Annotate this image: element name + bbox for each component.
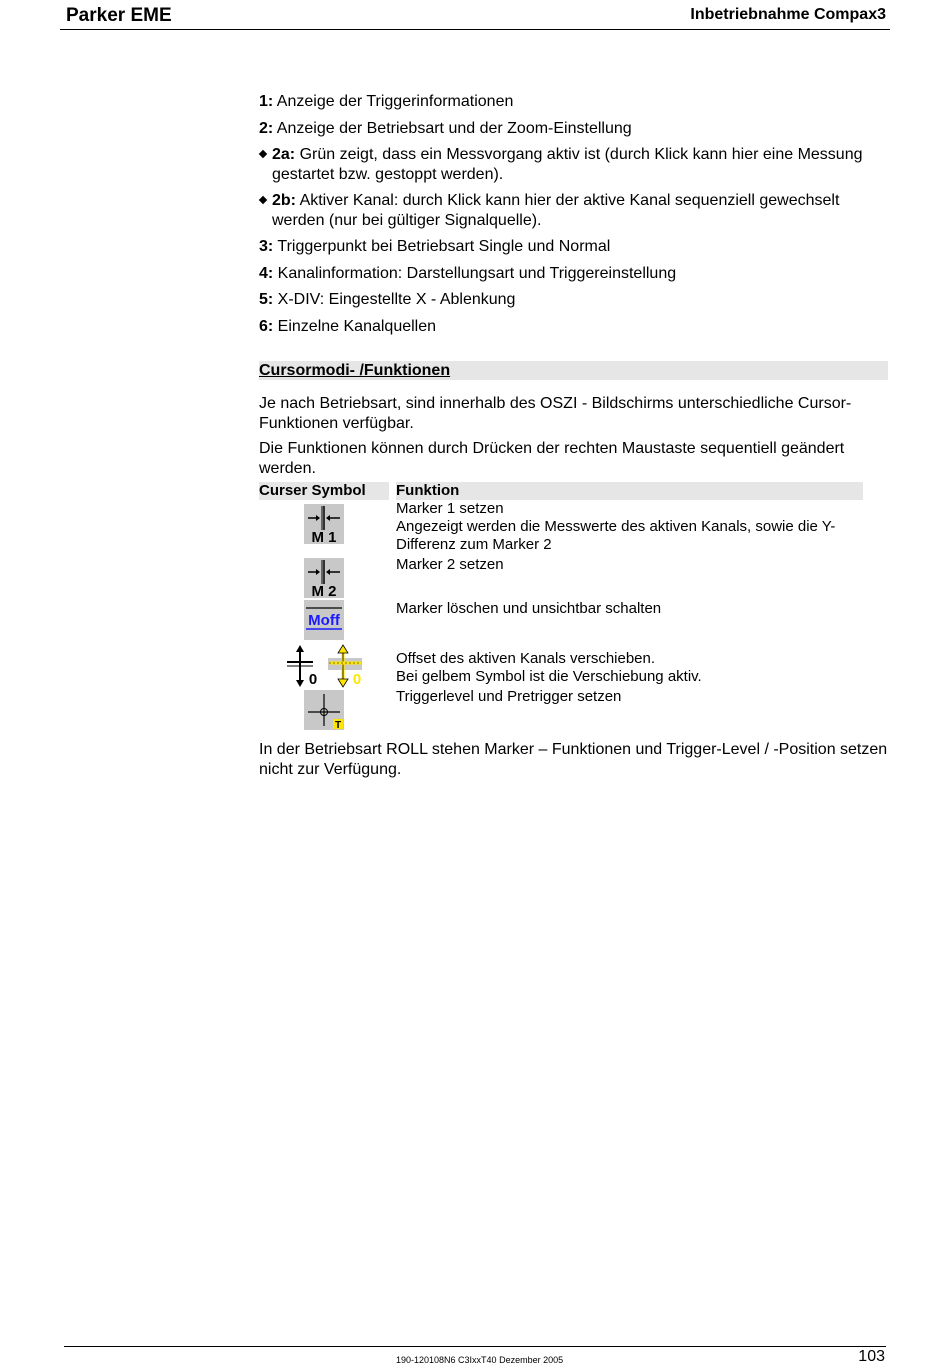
list-item-5: 5: X-DIV: Eingestellte X - Ablenkung	[259, 291, 516, 308]
marker-1-label: M 1	[311, 528, 337, 544]
table-row	[259, 600, 865, 644]
function-text: Bei gelbem Symbol ist die Verschiebung aktiv.	[396, 667, 702, 685]
marker-off-label: Moff	[308, 611, 340, 629]
table-row	[259, 500, 865, 556]
function-text: Marker löschen und unsichtbar schalten	[396, 599, 662, 617]
marker-off-icon	[304, 600, 344, 640]
list-item-1: 1: Anzeige der Triggerinformationen	[259, 93, 514, 110]
trigger-icon	[304, 690, 344, 730]
footer-document-code: 190-120108N6 C3IxxT40 Dezember 2005	[396, 1355, 564, 1365]
header-document-title: Inbetriebnahme Compax3	[690, 6, 886, 23]
offset-active-label: 0	[352, 670, 362, 688]
function-text: Marker 2 setzen	[396, 555, 504, 573]
bullet-item-2a: 2a: Grün zeigt, dass ein Messvorgang aktiv ist (durch Klick kann hier eine Messung gestartet bzw. gestoppt werden).	[259, 145, 889, 185]
table-row	[259, 556, 865, 600]
header-company: Parker EME	[66, 5, 172, 26]
list-item-2: 2: Anzeige der Betriebsart und der Zoom-Einstellung	[259, 119, 632, 137]
marker-2-label: M 2	[311, 582, 337, 598]
table-row	[259, 644, 865, 690]
list-item-4: 4: Kanalinformation: Darstellungsart und Triggereinstellung	[259, 264, 677, 282]
list-item-3: 3: Triggerpunkt bei Betriebsart Single und Normal	[259, 238, 611, 255]
cursor-symbol-table	[259, 482, 865, 734]
table-row	[259, 687, 865, 734]
function-text: Offset des aktiven Kanals verschieben.	[396, 649, 656, 667]
column-header-function: Funktion	[396, 482, 863, 500]
table-header	[259, 482, 865, 500]
function-text: Triggerlevel und Pretrigger setzen	[396, 687, 622, 705]
main-content	[259, 92, 889, 780]
header-rule	[60, 29, 890, 30]
function-text: Angezeigt werden die Messwerte des aktiven Kanals, sowie die Y-Differenz zum Marker 2	[396, 517, 836, 553]
footer-rule	[64, 1346, 886, 1347]
offset-label: 0	[308, 670, 318, 688]
list-item-6: 6: Einzelne Kanalquellen	[259, 317, 437, 335]
page-number: 103	[858, 1348, 885, 1365]
section-heading: Cursormodi- /Funktionen	[259, 361, 888, 380]
bullet-item-2b: 2b: Aktiver Kanal: durch Klick kann hier der aktive Kanal sequenziell gewechselt werden (nur bei gültiger Signalquelle).	[259, 191, 889, 231]
paragraph-roll-note: In der Betriebsart ROLL stehen Marker – Funktionen und Trigger-Level / -Position setzen nicht zur Verfügung.	[259, 740, 888, 778]
diamond-bullet-icon	[259, 150, 267, 158]
function-text: Marker 1 setzen	[396, 499, 504, 517]
offset-icon	[284, 644, 364, 688]
marker-2-icon	[304, 558, 344, 598]
diamond-bullet-icon	[259, 196, 267, 204]
column-header-symbol: Curser Symbol	[259, 482, 389, 500]
marker-1-icon	[304, 504, 344, 544]
paragraph-functions: Die Funktionen können durch Drücken der rechten Maustaste sequentiell geändert werden.	[259, 439, 845, 477]
paragraph-intro: Je nach Betriebsart, sind innerhalb des OSZI - Bildschirms unterschiedliche Cursor-Funktionen verfügbar.	[259, 394, 852, 432]
trigger-label: T	[334, 719, 342, 730]
